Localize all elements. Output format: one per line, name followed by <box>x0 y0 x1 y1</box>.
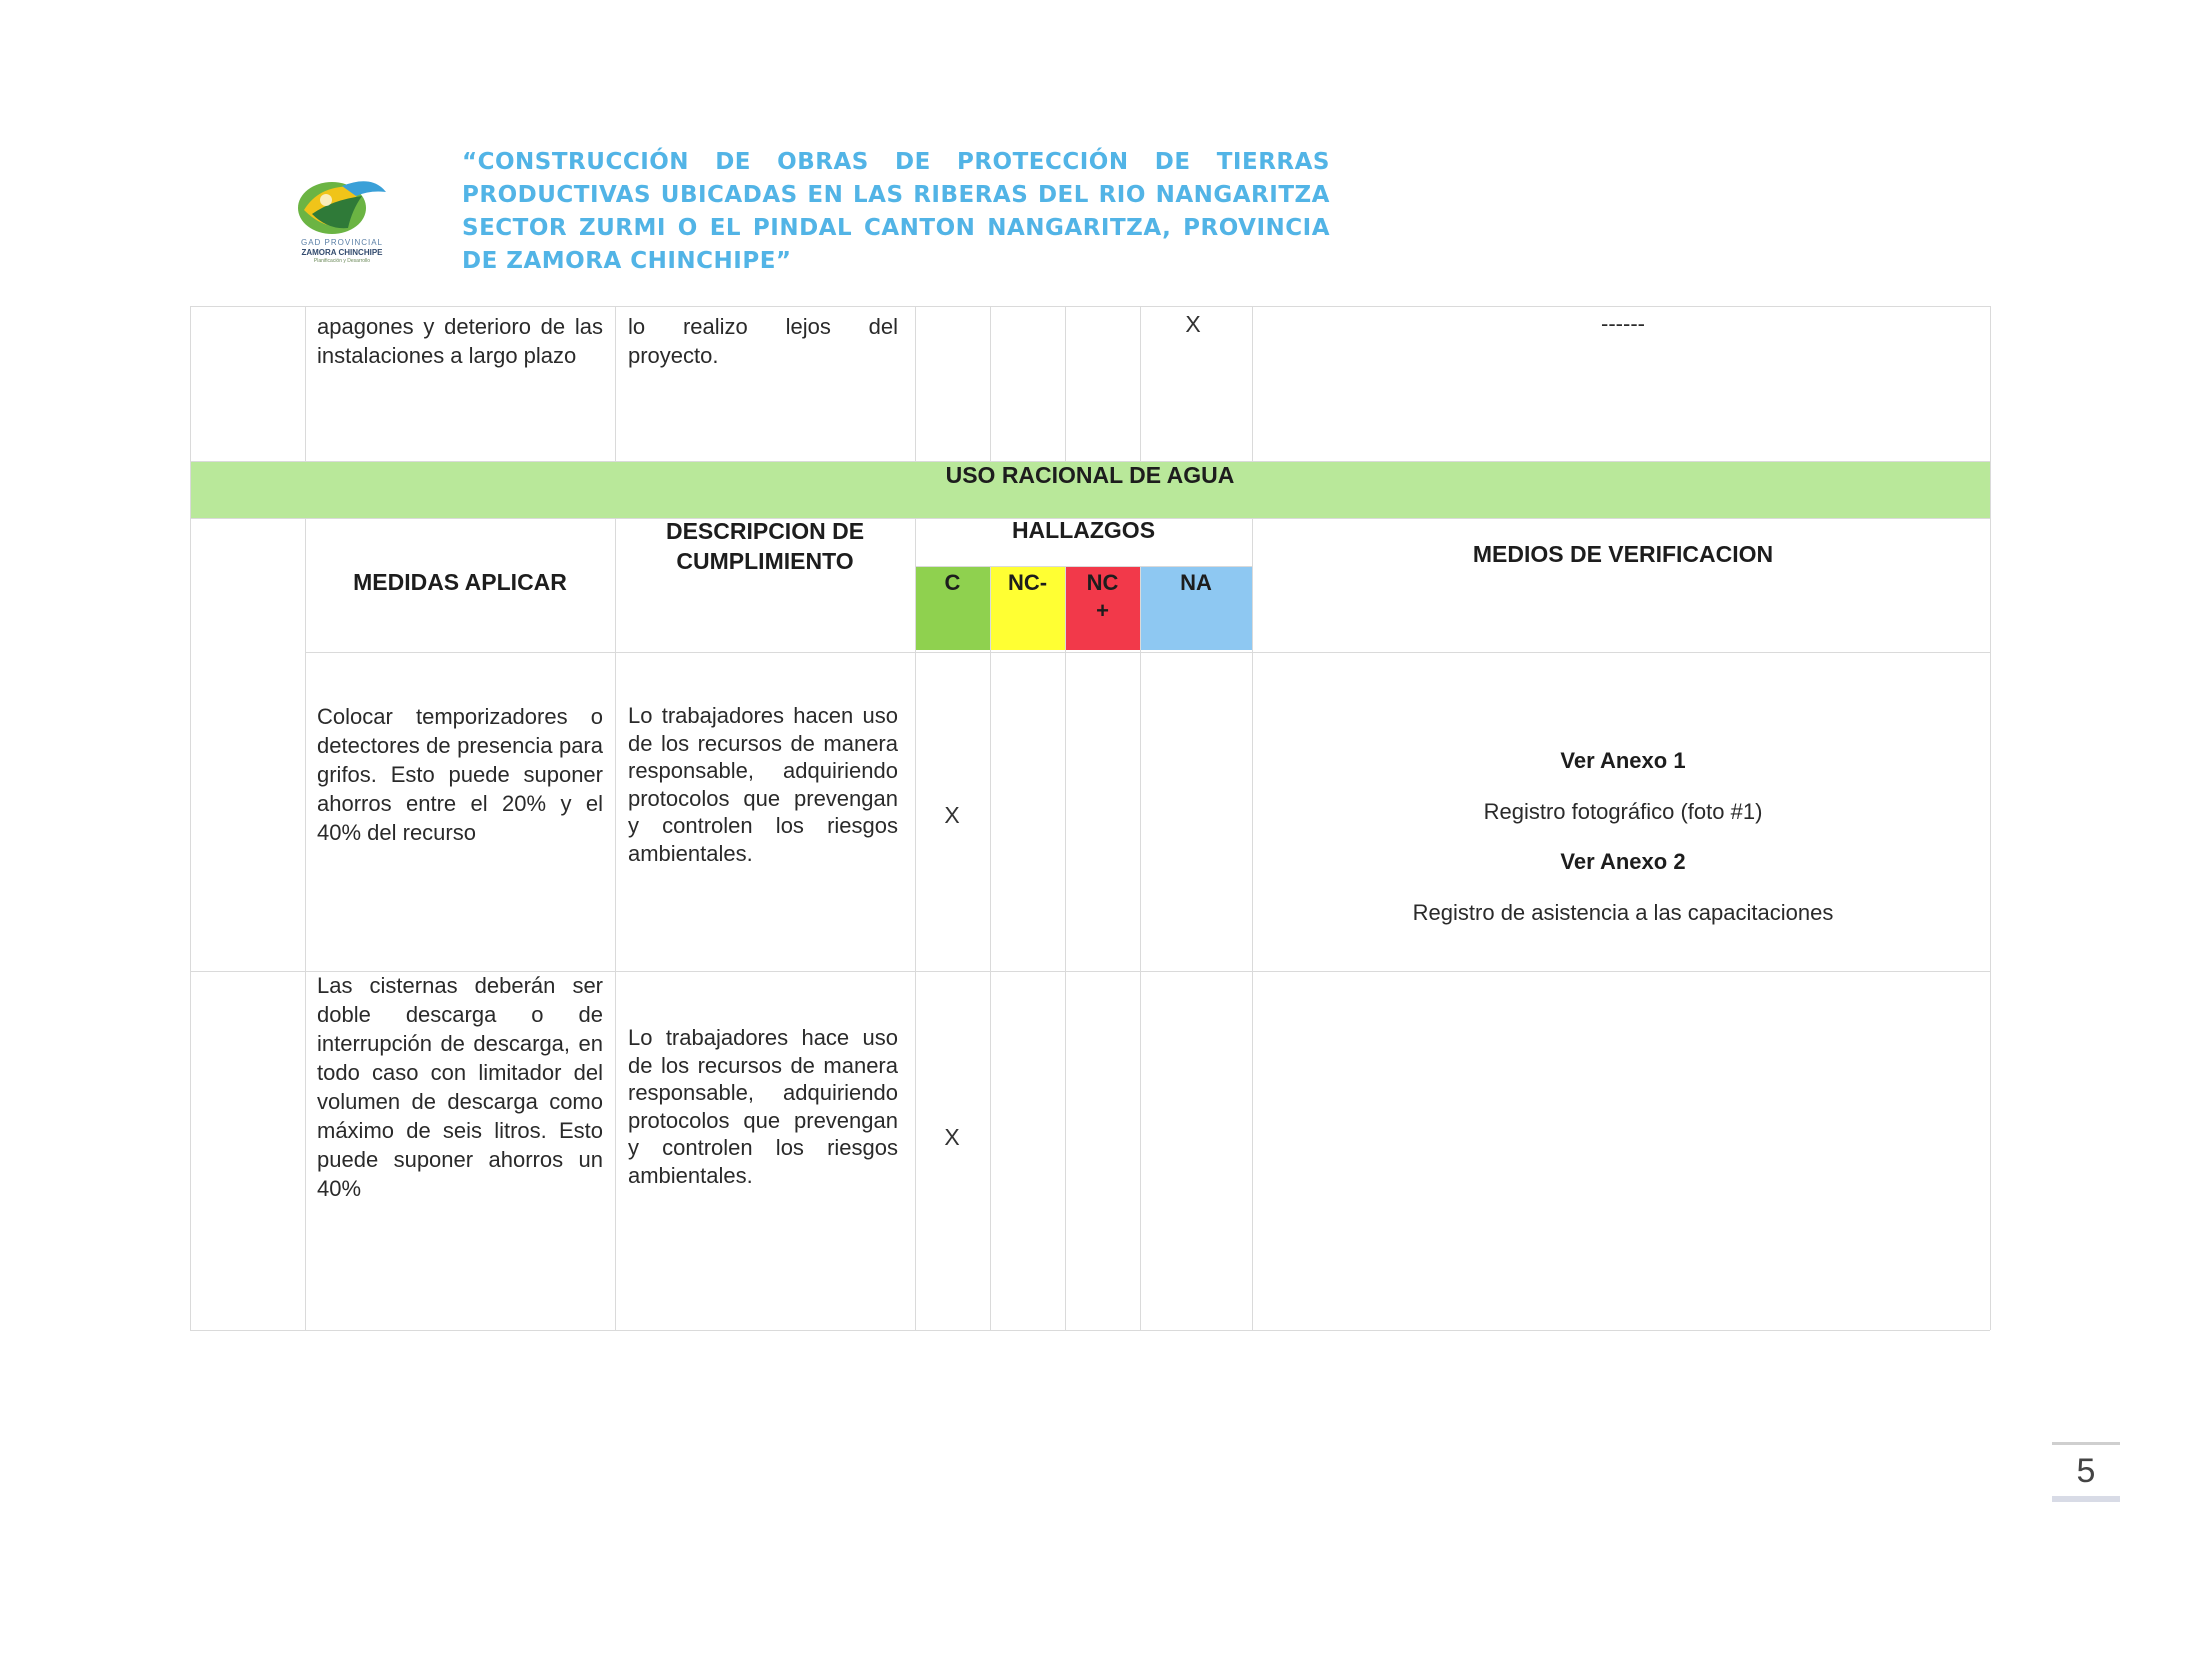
gad-logo <box>282 170 402 270</box>
col-divider <box>1065 566 1066 1330</box>
hallazgo-nc-plus-header <box>1065 566 1140 650</box>
row1-c-mark: X <box>944 802 960 828</box>
row2-medida: Las cisternas deberán ser doble descarga o de interrupción de descarga, en todo caso con limitador del volumen de descarga como máximo de seis litros. Esto puede suponer ahorros un 40% <box>317 973 603 1201</box>
org-line-1: GAD PROVINCIAL <box>300 238 383 247</box>
col-divider <box>615 306 616 461</box>
page-number-rule <box>2052 1442 2120 1445</box>
col-header-hallazgos: HALLAZGOS <box>1011 517 1156 543</box>
col-divider <box>1140 306 1141 461</box>
page-number: 5 <box>2076 1452 2096 1490</box>
row-divider <box>305 652 1990 653</box>
nc-plus-label: NC + <box>1086 570 1119 623</box>
col-divider <box>990 306 991 461</box>
col-divider <box>990 566 991 1330</box>
page-number-rule <box>2052 1496 2120 1502</box>
row2-descripcion: Lo trabajadores hace uso de los recursos de manera responsable, adquiriendo protocolos que prevengan y controlen los riesgos ambientales. <box>628 1025 898 1188</box>
section-title: USO RACIONAL DE AGUA <box>945 462 1235 488</box>
row1-medio-2: Registro fotográfico (foto #1) <box>1483 799 1763 824</box>
row1-medio-4: Registro de asistencia a las capacitaciones <box>1412 900 1834 925</box>
hallazgo-nc-minus-header: NC- <box>990 566 1065 650</box>
col-header-medios: MEDIOS DE VERIFICACION <box>1472 541 1774 567</box>
col-divider <box>1140 566 1141 1330</box>
row1-medio-3: Ver Anexo 2 <box>1560 849 1686 874</box>
org-line-2: ZAMORA CHINCHIPE <box>301 248 383 257</box>
row1-descripcion: Lo trabajadores hacen uso de los recursos de manera responsable, adquiriendo protocolos que prevengan y controlen los riesgos ambientales. <box>628 703 898 866</box>
page-number-box <box>2052 1440 2120 1508</box>
row1-medida: Colocar temporizadores o detectores de presencia para grifos. Esto puede suponer ahorros entre el 20% y el 40% del recurso <box>317 704 603 845</box>
row2-c-mark: X <box>944 1124 960 1150</box>
row-divider <box>190 1330 1990 1331</box>
col-header-descripcion: DESCRIPCION DE CUMPLIMIENTO <box>665 518 865 574</box>
logo-emblem-icon <box>282 170 402 238</box>
hallazgo-na-header: NA <box>1140 566 1252 650</box>
col-divider <box>190 306 191 1330</box>
continued-medios: ------ <box>1601 311 1645 336</box>
col-header-medidas: MEDIDAS APLICAR <box>353 569 567 595</box>
col-divider <box>1252 306 1253 461</box>
continued-medida: apagones y deterioro de las instalaciones a largo plazo <box>317 314 603 368</box>
continued-na-mark: X <box>1185 311 1201 337</box>
col-divider <box>915 518 916 1330</box>
row-divider <box>190 306 1990 307</box>
col-divider <box>915 306 916 461</box>
col-divider <box>1065 306 1066 461</box>
hallazgo-c-header: C <box>915 566 990 650</box>
col-divider <box>1252 518 1253 1330</box>
hallazgos-divider <box>915 566 1252 567</box>
row-divider <box>190 461 1990 462</box>
col-divider <box>615 518 616 1330</box>
project-title: “CONSTRUCCIÓN DE OBRAS DE PROTECCIÓN DE TIERRAS PRODUCTIVAS UBICADAS EN LAS RIBERAS DEL RIO NANGARITZA SECTOR ZURMI O EL PINDAL CANTON NANGARITZA, PROVINCIA DE ZAMORA CHINCHIPE” <box>462 149 1330 274</box>
org-line-3: Planificación y Desarrollo <box>313 258 371 264</box>
col-divider <box>305 306 306 461</box>
col-divider <box>305 518 306 1330</box>
row1-medio-1: Ver Anexo 1 <box>1560 748 1686 773</box>
continued-descripcion: lo realizo lejos del proyecto. <box>628 314 898 368</box>
